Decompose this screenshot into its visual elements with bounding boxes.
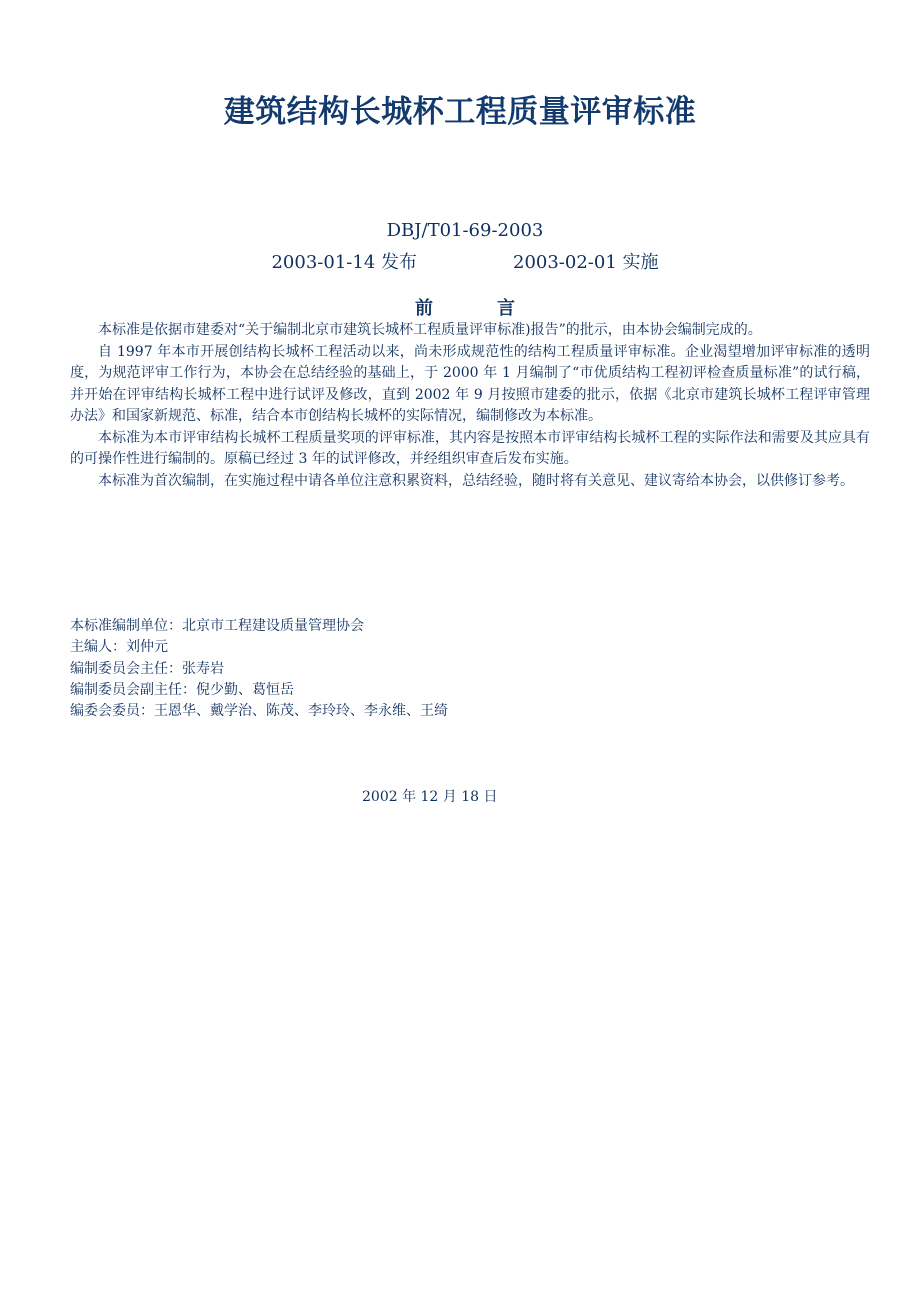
sign-date: 2002 年 12 月 18 日 — [362, 789, 498, 805]
preface-paragraph: 本标准为首次编制，在实施过程中请各单位注意积累资料，总结经验，随时将有关意见、建议寄给本协会，以供修订参考。 — [98, 472, 854, 489]
credit-line: 主编人：刘仲元 — [70, 639, 168, 656]
preface-paragraph: 本标准为本市评审结构长城杯工程质量奖项的评审标准，其内容是按照本市评审结构长城杯工程的实际作法和需要及其应具有的可操作性进行编制的。原稿已经过 3 年的试评修改，并经组织审查后发布实施。 — [70, 429, 870, 467]
preface-paragraph: 本标准是依据市建委对“关于编制北京市建筑长城杯工程质量评审标准)报告”的批示，由本协会编制完成的。 — [98, 322, 762, 338]
credit-line: 本标准编制单位：北京市工程建设质量管理协会 — [70, 618, 364, 634]
effective-date: 2003-02-01 实施 — [513, 252, 659, 273]
credit-line: 编委会委员：王恩华、戴学治、陈茂、李玲玲、李永维、王绮 — [70, 703, 448, 720]
preface-body — [70, 320, 870, 492]
credits-block — [70, 616, 770, 722]
document-title: 建筑结构长城杯工程质量评审标准 — [223, 94, 697, 130]
credit-line: 编制委员会主任：张寿岩 — [70, 660, 224, 677]
preface-heading — [0, 294, 920, 320]
standard-code: DBJ/T01-69-2003 — [386, 220, 544, 241]
preface-heading-left: 前 — [415, 298, 433, 319]
publish-date: 2003-01-14 发布 — [271, 252, 417, 273]
date-line — [0, 248, 920, 274]
preface-paragraph: 自 1997 年本市开展创结构长城杯工程活动以来，尚未形成规范性的结构工程质量评审标准。企业渴望增加评审标准的透明度，为规范评审工作行为，本协会在总结经验的基础上，于 2000 年 1 月编制了“市优质结构工程初评检查质量标准”的试行稿，并开始在评审结构长城杯工程中进行试评及修改，直到 2002 年 9 月按照市建委的批示，依据《北京市建筑长城杯工程评审管理办法》和国家新规范、标准，结合本市创结构长城杯的实际情况，编制修改为本标准。 — [70, 343, 870, 424]
credit-line: 编制委员会副主任：倪少勤、葛恒岳 — [70, 681, 294, 698]
preface-heading-right: 言 — [497, 298, 515, 319]
